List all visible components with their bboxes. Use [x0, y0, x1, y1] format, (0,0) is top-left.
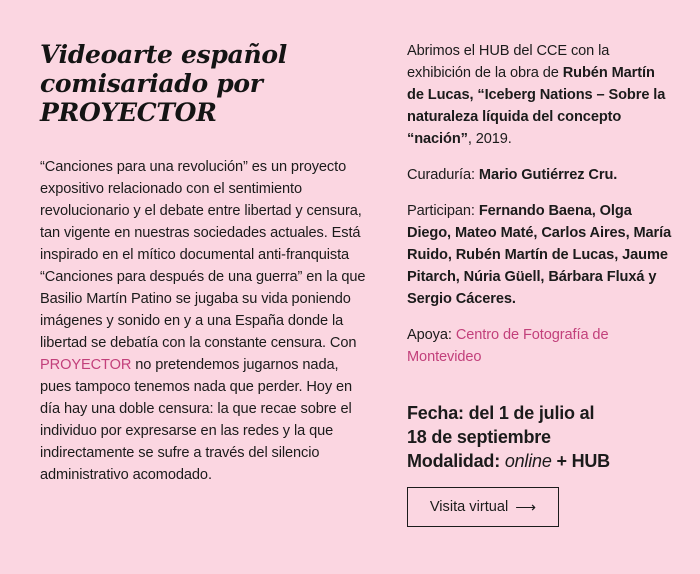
curaduria-label: Curaduría:	[407, 167, 475, 183]
artwork-year: , 2019.	[467, 131, 512, 147]
exhibition-paragraph	[407, 40, 672, 150]
visita-virtual-label: Visita virtual	[429, 499, 509, 515]
participan-names: Fernando Baena, Olga Diego, Mateo Maté, Carlos Aires, María Ruido, Rubén Martín de Lucas, Jaume Pitarch, Núria Güell, Bárbara Fluxá y Sergio Cáceres.	[407, 203, 672, 307]
curaduria-paragraph	[407, 164, 672, 186]
intro-paragraph	[40, 156, 370, 486]
apoya-label: Apoya:	[407, 327, 452, 343]
fecha-line-2: 18 de septiembre	[407, 427, 551, 447]
arrow-right-icon: ⟶	[515, 499, 537, 516]
intro-text-start: “Canciones para una revolución” es un proyecto expositivo relacionado con el sentimiento revolucionario y el debate entre libertad y censura, tan vigente en nuestras sociedades actuales. Está inspirado en el mítico documental anti-franquista “Canciones para después de una guerra” en la que Basilio Martín Patino se jugaba su vida poniendo imágenes y sonido en y a una España donde la libertad se debatía con la constante censura. Con	[40, 159, 366, 351]
title-line-1: Videoarte español	[40, 40, 287, 69]
apoya-paragraph	[407, 324, 672, 368]
curaduria-name: Mario Gutiérrez Cru.	[478, 167, 618, 183]
title-line-3: PROYECTOR	[40, 98, 217, 127]
proyector-link[interactable]: PROYECTOR	[40, 357, 132, 373]
right-column	[407, 40, 672, 527]
dates-block	[407, 401, 672, 473]
artwork-title: Rubén Martín de Lucas, “Iceberg Nations – Sobre la naturaleza líquida del concepto “nación”	[407, 65, 666, 147]
exhibition-intro: Abrimos el HUB del CCE con la exhibición de la obra de	[407, 43, 610, 81]
modalidad-rest: + HUB	[556, 451, 610, 471]
left-column	[40, 40, 370, 486]
visita-virtual-button[interactable]	[407, 487, 559, 527]
fecha-line-1: Fecha: del 1 de julio al	[407, 403, 595, 423]
modalidad-label: Modalidad:	[407, 451, 500, 471]
title-line-2: comisariado por	[40, 69, 263, 98]
page-title	[40, 40, 370, 127]
centro-fotografia-link[interactable]: Centro de Fotografía de Montevideo	[407, 327, 609, 365]
modalidad-online: online	[504, 451, 552, 471]
participan-label: Participan:	[407, 203, 475, 219]
participan-paragraph	[407, 200, 672, 310]
intro-text-end: no pretendemos jugarnos nada, pues tampoco tenemos nada que perder. Hoy en día hay una doble censura: la que recae sobre el individuo por expresarse en las redes y la que indirectamente se sufre a través del silencio administrativo acomodado.	[40, 357, 353, 483]
